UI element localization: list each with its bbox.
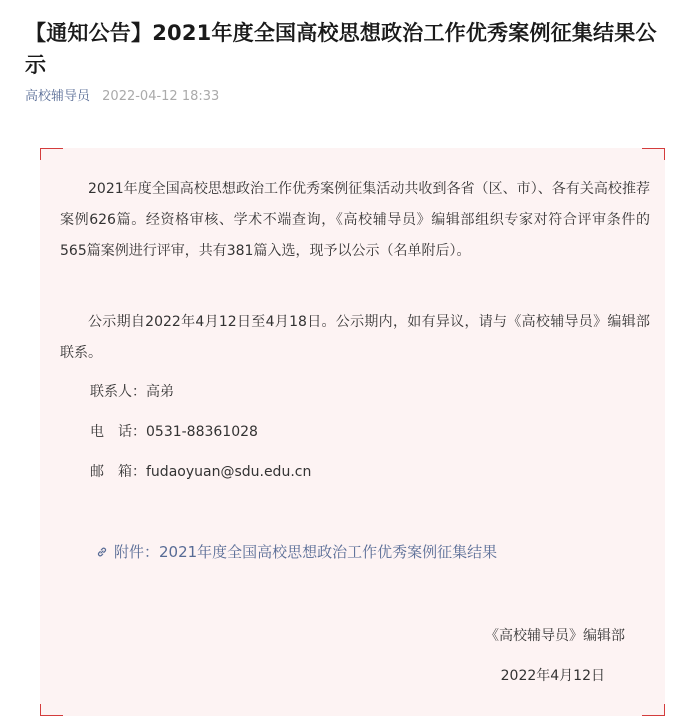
- attachment-link[interactable]: [96, 541, 497, 563]
- publish-date: 2022-04-12 18:33: [102, 89, 220, 104]
- notice-paragraph-1: 2021年度全国高校思想政治工作优秀案例征集活动共收到各省（区、市）、各有关高校推荐案例626篇。经资格审核、学术不端查询，《高校辅导员》编辑部组织专家对符合评审条件的565篇案例进行评审，共有381篇入选，现予以公示（名单附后）。: [60, 181, 650, 259]
- signature-date: 2022年4月12日: [500, 668, 605, 684]
- attachment-label: 附件：2021年度全国高校思想政治工作优秀案例征集结果: [114, 543, 498, 561]
- signature-department: 《高校辅导员》编辑部: [485, 628, 625, 644]
- corner-decoration-bottom-left: [40, 704, 63, 716]
- contact-person: 联系人：高弟: [90, 384, 174, 400]
- link-icon: [96, 546, 108, 558]
- corner-decoration-bottom-right: [642, 704, 665, 716]
- contact-phone: 电 话：0531-88361028: [90, 424, 258, 440]
- article-title: 【通知公告】2021年度全国高校思想政治工作优秀案例征集结果公示: [25, 21, 657, 77]
- article-meta: [25, 88, 219, 106]
- corner-decoration-top-left: [40, 148, 63, 160]
- notice-paragraph-2: 公示期自2022年4月12日至4月18日。公示期内，如有异议，请与《高校辅导员》编辑部联系。: [60, 314, 650, 361]
- corner-decoration-top-right: [642, 148, 665, 160]
- notice-box: [40, 148, 665, 716]
- contact-email: 邮 箱：fudaoyuan@sdu.edu.cn: [90, 464, 312, 480]
- author-link[interactable]: 高校辅导员: [25, 89, 91, 104]
